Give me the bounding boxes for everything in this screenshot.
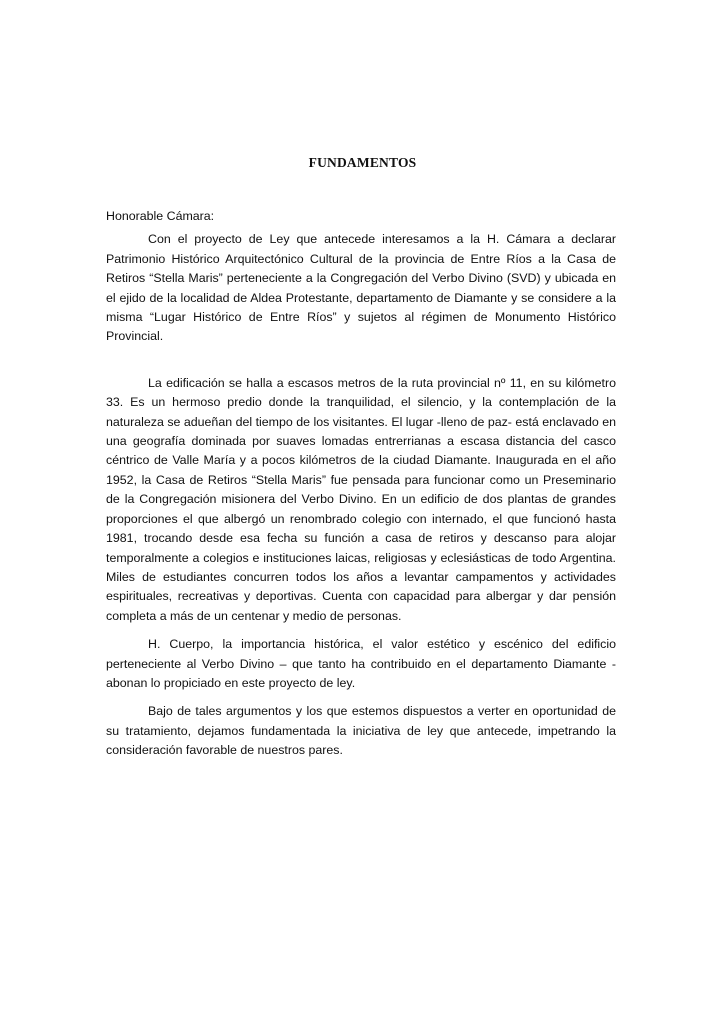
salutation: Honorable Cámara: bbox=[106, 209, 215, 223]
page-title: FUNDAMENTOS bbox=[308, 155, 417, 170]
paragraph-importance: H. Cuerpo, la importancia histórica, el valor estético y escénico del edificio perteneciente al Verbo Divino – que tanto ha contribuido en el departamento Diamante - abonan lo propiciado en este proyecto de ley. bbox=[106, 637, 616, 690]
document-body bbox=[106, 207, 616, 761]
paragraph-closing: Bajo de tales argumentos y los que estemos dispuestos a verter en oportunidad de su tratamiento, dejamos fundamentada la iniciativa de ley que antecede, impetrando la consideración favorable de nuestros pares. bbox=[106, 704, 616, 758]
paragraph-declaration: Con el proyecto de Ley que antecede interesamos a la H. Cámara a declarar Patrimonio Histórico Arquitectónico Cultural de la provincia de Entre Ríos a la Casa de Retiros “Stella Maris” perteneciente a la Congregación del Verbo Divino (SVD) y ubicada en el ejido de la localidad de Aldea Protestante, departamento de Diamante y se considere a la misma “Lugar Histórico de Entre Ríos” y sujetos al régimen de Monumento Histórico Provincial. bbox=[106, 232, 616, 344]
paragraph-description: La edificación se halla a escasos metros de la ruta provincial nº 11, en su kilómetro 33. Es un hermoso predio donde la tranquilidad, el silencio, y la contemplación de la naturaleza se adueñan del tiempo de los visitantes. El lugar -lleno de paz- está enclavado en una geografía dominada por suaves lomadas entrerrianas a escasa distancia del casco céntrico de Valle María y a pocos kilómetros de la ciudad Diamante. Inaugurada en el año 1952, la Casa de Retiros “Stella Maris” fue pensada para funcionar como un Preseminario de la Congregación misionera del Verbo Divino. En un edificio de dos plantas de grandes proporciones el que albergó un renombrado colegio con internado, el que funcionó hasta 1981, trocando desde esa fecha su función a casa de retiros y descanso para alojar temporalmente a colegios e instituciones laicas, religiosas y eclesiásticas de todo Argentina. Miles de estudiantes concurren todos los años a levantar campamentos y actividades espirituales, recreativas y deportivas. Cuenta con capacidad para albergar y dar pensión completa a más de un centenar y medio de personas. bbox=[106, 375, 616, 623]
